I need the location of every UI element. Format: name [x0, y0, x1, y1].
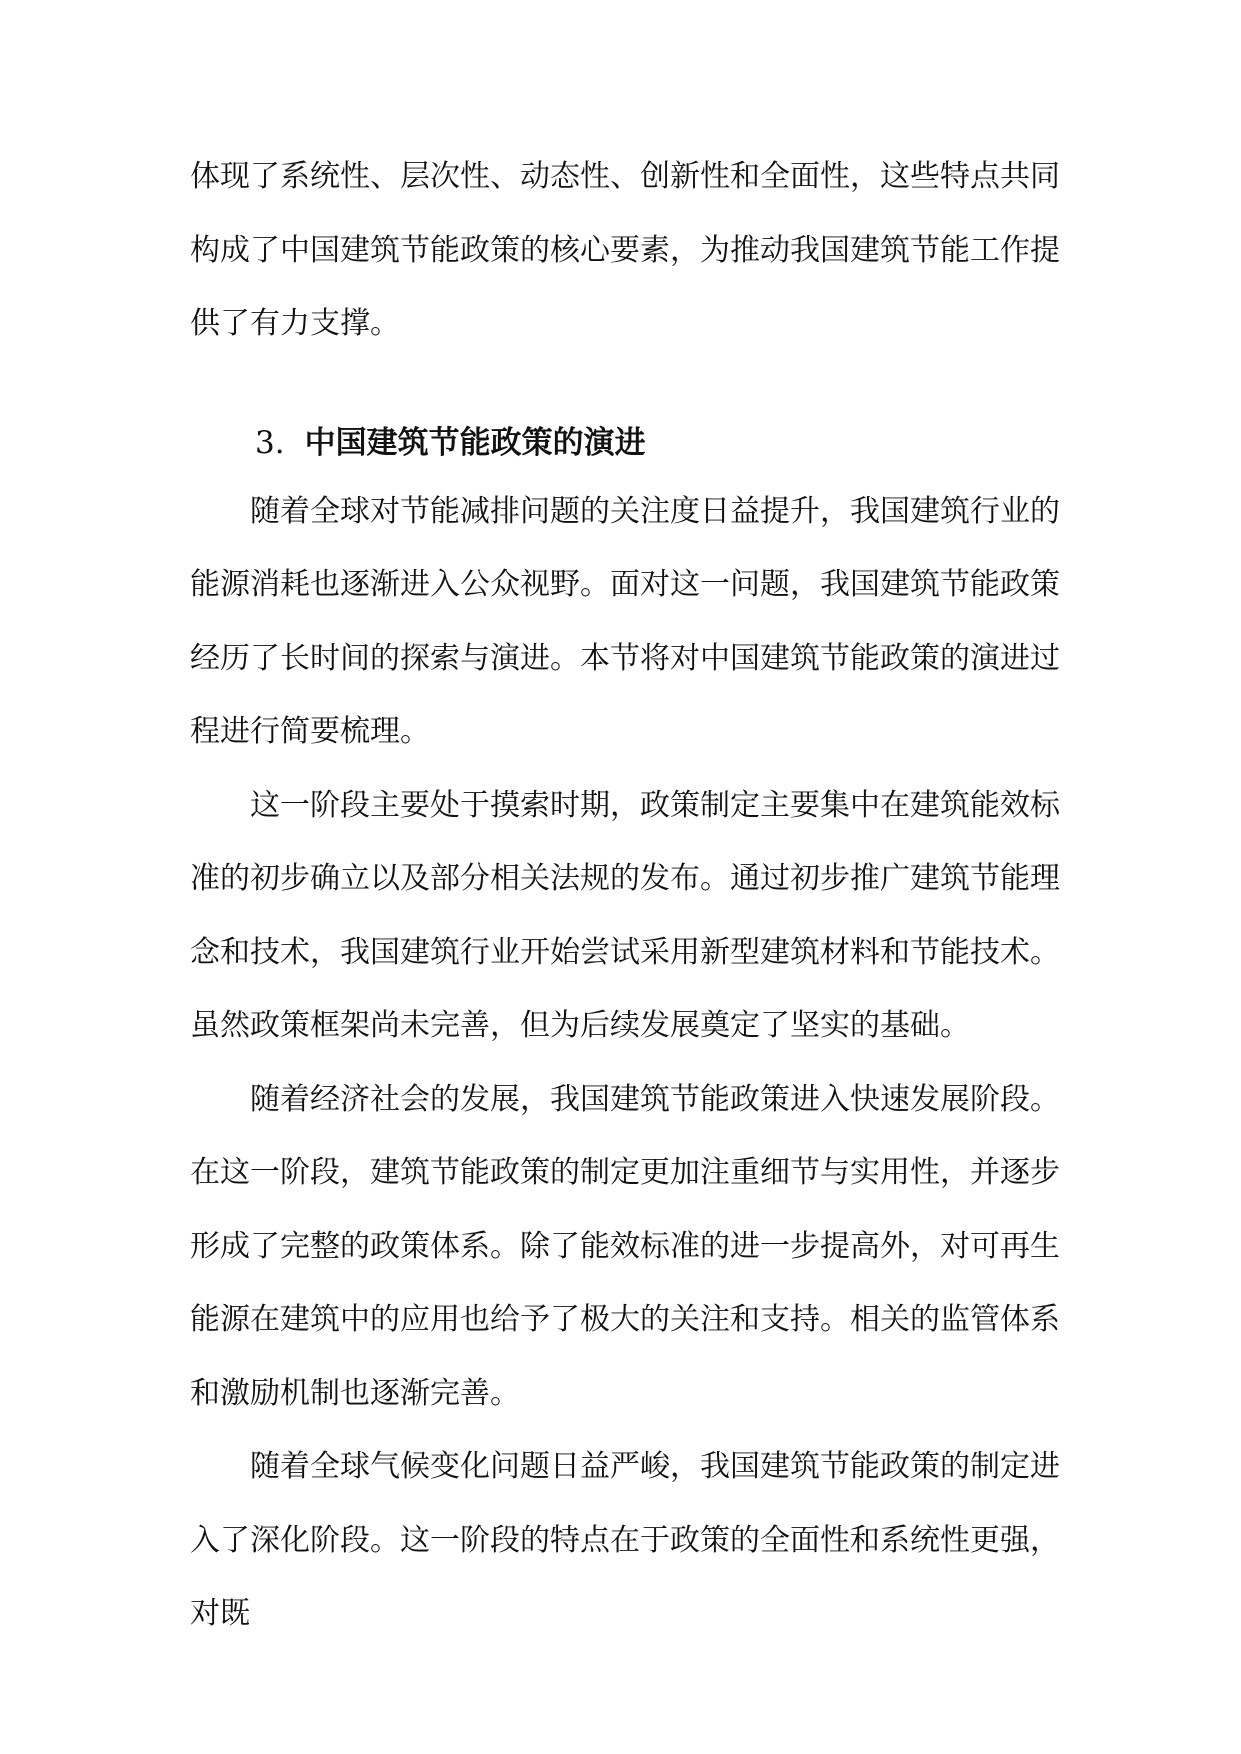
- document-body: [190, 140, 1060, 1651]
- section-title: 中国建筑节能政策的演进: [304, 424, 646, 461]
- paragraph: 随着经济社会的发展，我国建筑节能政策进入快速发展阶段。在这一阶段，建筑节能政策的制定更加注重细节与实用性，并逐步形成了完整的政策体系。除了能效标准的进一步提高外，对可再生能源在建筑中的应用也给予了极大的关注和支持。相关的监管体系和激励机制也逐渐完善。: [190, 1081, 1060, 1411]
- paragraph: 随着全球气候变化问题日益严峻，我国建筑节能政策的制定进入了深化阶段。这一阶段的特点在于政策的全面性和系统性更强，对既: [190, 1449, 1060, 1631]
- paragraph: 这一阶段主要处于摸索时期，政策制定主要集中在建筑能效标准的初步确立以及部分相关法规的发布。通过初步推广建筑节能理念和技术，我国建筑行业开始尝试采用新型建筑材料和节能技术。虽然政策框架尚未完善，但为后续发展奠定了坚实的基础。: [190, 787, 1060, 1043]
- paragraph-continued: 体现了系统性、层次性、动态性、创新性和全面性，这些特点共同构成了中国建筑节能政策的核心要素，为推动我国建筑节能工作提供了有力支撑。: [190, 159, 1060, 341]
- section-number: 3.: [255, 424, 285, 461]
- section-heading: [190, 411, 1060, 475]
- paragraph: 随着全球对节能减排问题的关注度日益提升，我国建筑行业的能源消耗也逐渐进入公众视野。面对这一问题，我国建筑节能政策经历了长时间的探索与演进。本节将对中国建筑节能政策的演进过程进行简要梳理。: [190, 493, 1060, 749]
